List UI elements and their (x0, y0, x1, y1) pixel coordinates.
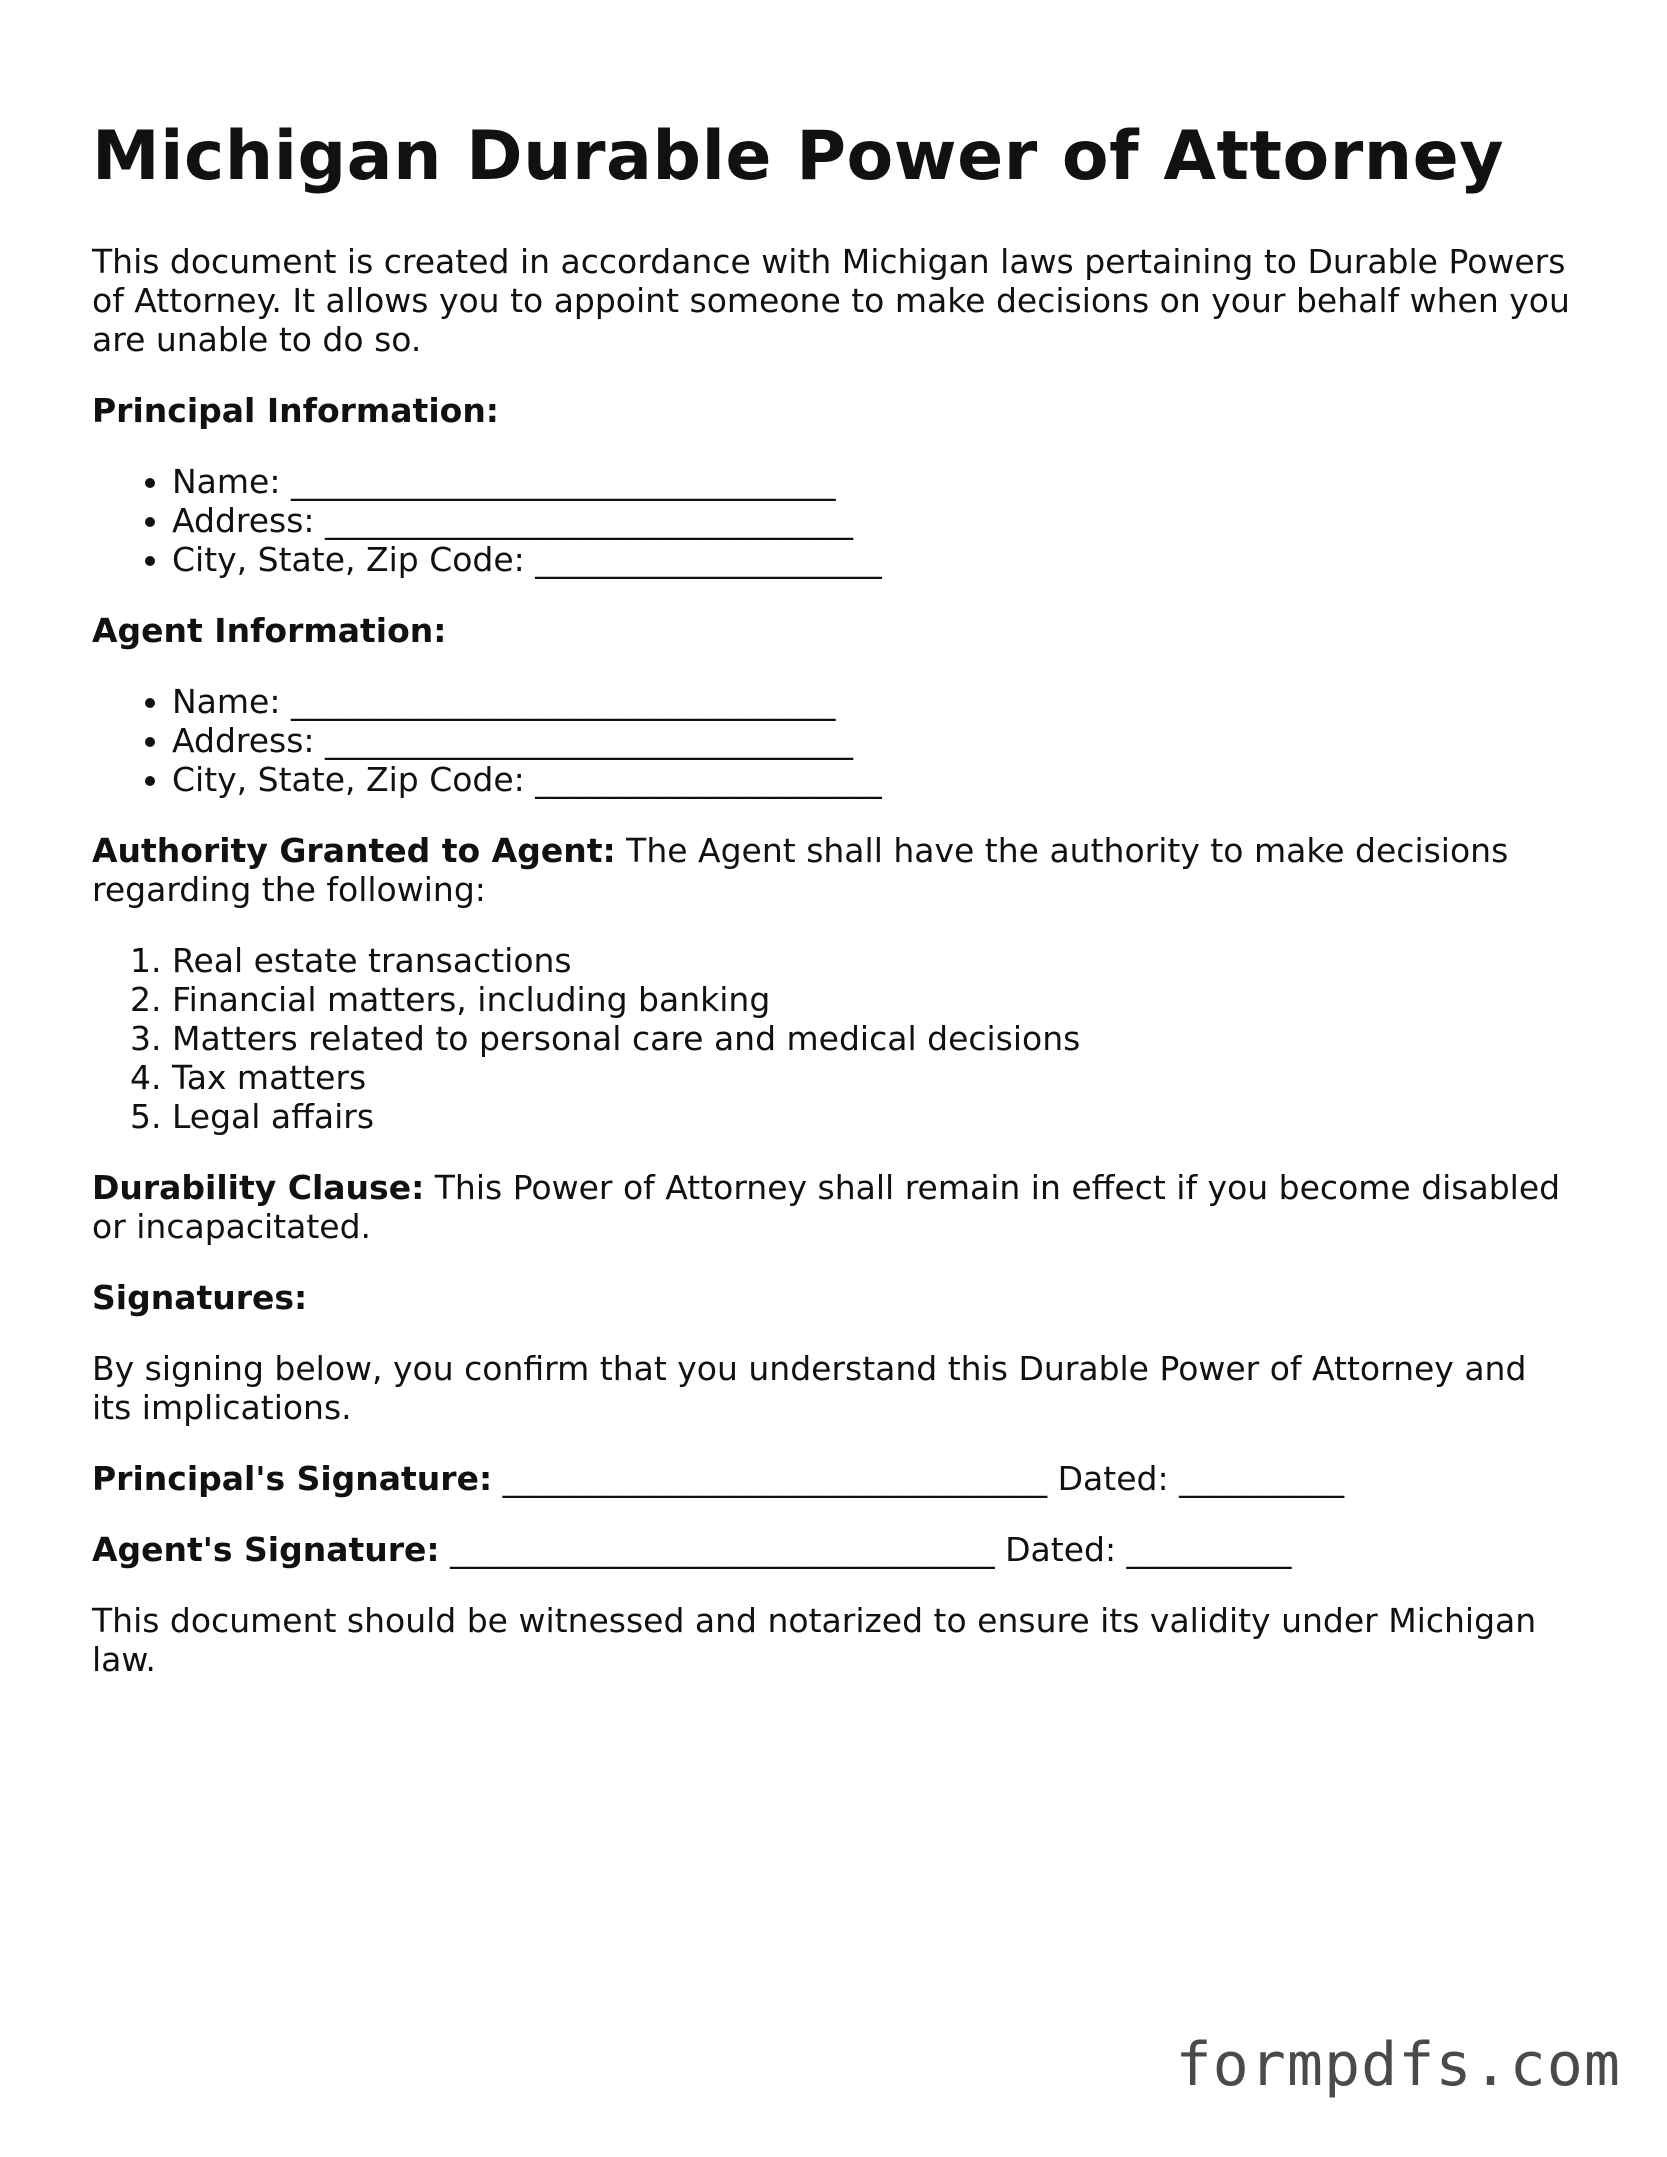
closing-paragraph: This document should be witnessed and notarized to ensure its validity under Michigan law. (92, 1601, 1537, 1679)
intro-paragraph: This document is created in accordance with Michigan laws pertaining to Durable Powers of Attorney. It allows you to appoint someone to make decisions on your behalf when you are unable to do so. (92, 242, 1570, 359)
agent-signature-line (92, 1530, 1572, 1569)
principal-signature-line (92, 1459, 1572, 1498)
agent-address-field: • Address: ________________________________ (172, 721, 1572, 760)
authority-paragraph (92, 831, 1572, 909)
agent-fields-list (92, 682, 1572, 799)
authority-list (92, 941, 1572, 1136)
authority-text: The Agent shall have the authority to make decisions regarding the following: (92, 831, 1509, 909)
authority-item: 1. Real estate transactions (172, 941, 1572, 980)
principal-address-field: • Address: ________________________________ (172, 501, 1572, 540)
durability-text: This Power of Attorney shall remain in effect if you become disabled or incapacitated. (92, 1168, 1561, 1246)
agent-signature-label: Agent's Signature: (92, 1530, 440, 1569)
document-page (92, 112, 1572, 1711)
durability-heading: Durability Clause: (92, 1168, 425, 1207)
watermark: formpdfs.com (1175, 2030, 1621, 2100)
agent-heading: Agent Information: (92, 611, 447, 650)
authority-item: 3. Matters related to personal care and medical decisions (172, 1019, 1572, 1058)
principal-city-field: • City, State, Zip Code: _____________________ (172, 540, 1572, 579)
authority-heading: Authority Granted to Agent: (92, 831, 616, 870)
principal-signature-blank: _________________________________ Dated: __________ (492, 1459, 1345, 1498)
durability-paragraph (92, 1168, 1572, 1246)
principal-heading: Principal Information: (92, 391, 500, 430)
authority-item: 5. Legal affairs (172, 1097, 1572, 1136)
agent-name-field: • Name: _________________________________ (172, 682, 1572, 721)
agent-signature-blank: _________________________________ Dated: __________ (439, 1530, 1292, 1569)
principal-signature-label: Principal's Signature: (92, 1459, 493, 1498)
document-title: Michigan Durable Power of Attorney (92, 117, 1505, 196)
principal-fields-list (92, 462, 1572, 579)
authority-item: 4. Tax matters (172, 1058, 1572, 1097)
agent-city-field: • City, State, Zip Code: _____________________ (172, 760, 1572, 799)
principal-name-field: • Name: _________________________________ (172, 462, 1572, 501)
signatures-heading: Signatures: (92, 1278, 308, 1317)
signatures-paragraph: By signing below, you confirm that you understand this Durable Power of Attorney and its implications. (92, 1349, 1527, 1427)
authority-item: 2. Financial matters, including banking (172, 980, 1572, 1019)
